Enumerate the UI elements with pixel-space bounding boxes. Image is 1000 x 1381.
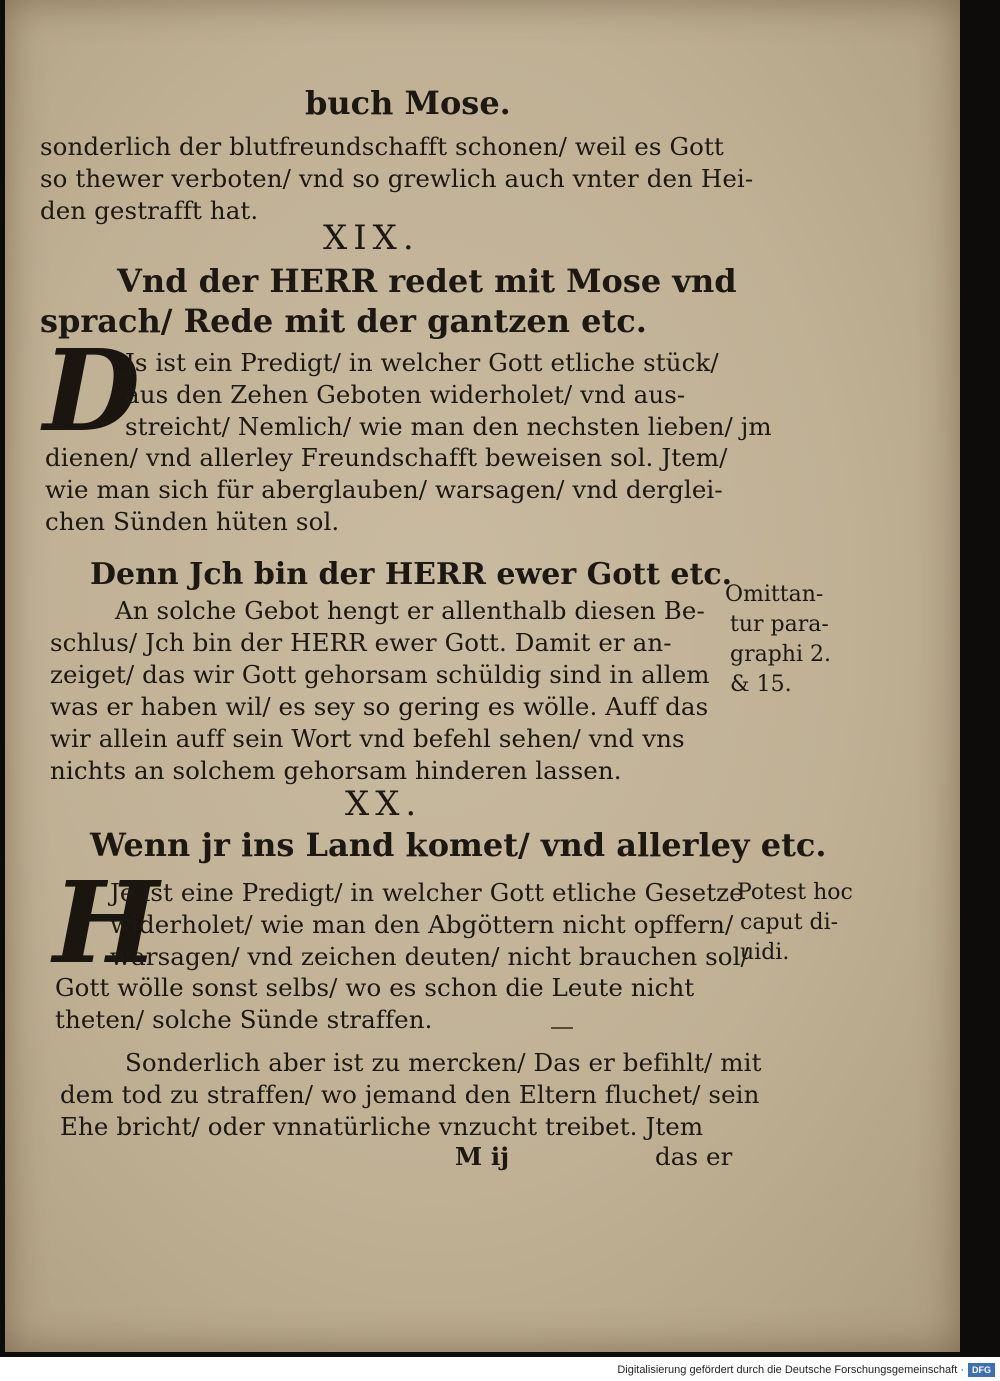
intro-line: sonderlich der blutfreundschafft schonen/ weil es Gott xyxy=(40,132,724,161)
paragraph-line: dienen/ vnd allerley Freundschafft beweisen sol. Jtem/ xyxy=(45,443,728,472)
chapter-number-20: XX. xyxy=(345,784,423,824)
drop-cap-d: D xyxy=(43,326,141,457)
intro-line: so thewer verboten/ vnd so grewlich auch vnter den Hei- xyxy=(40,164,754,193)
paragraph-line: zeiget/ das wir Gott gehorsam schüldig sind in allem xyxy=(50,660,710,689)
paragraph-line: Ehe bricht/ oder vnnatürliche vnzucht treibet. Jtem xyxy=(60,1112,704,1141)
catchword: das er xyxy=(655,1142,733,1171)
footer-credit xyxy=(600,1360,995,1380)
paragraph-line: Gott wölle sonst selbs/ wo es schon die Leute nicht xyxy=(55,973,695,1002)
paragraph-line: Js ist ein Predigt/ in welcher Gott etliche stück/ xyxy=(125,348,719,377)
sub-heading: Denn Jch bin der HERR ewer Gott etc. xyxy=(90,557,733,592)
book-page xyxy=(5,0,960,1352)
drop-cap-h: H xyxy=(53,858,159,989)
paragraph-line: Sonderlich aber ist zu mercken/ Das er befihlt/ mit xyxy=(125,1048,762,1077)
footer-text: Digitalisierung gefördert durch die Deutsche Forschungsgemeinschaft · xyxy=(617,1364,964,1376)
paragraph-line: wir allein auff sein Wort vnd befehl sehen/ vnd vns xyxy=(50,724,685,753)
chapter-20-heading: Wenn jr ins Land komet/ vnd allerley etc. xyxy=(90,826,827,864)
chapter-19-heading: sprach/ Rede mit der gantzen etc. xyxy=(40,302,647,340)
paragraph-line: widerholet/ wie man den Abgöttern nicht opffern/ xyxy=(110,910,734,939)
paragraph-line: chen Sünden hüten sol. xyxy=(45,507,340,536)
signature-mark: M ij xyxy=(455,1142,510,1171)
paragraph-line: dem tod zu straffen/ wo jemand den Eltern fluchet/ sein xyxy=(60,1080,760,1109)
paragraph-line: was er haben wil/ es sey so gering es wölle. Auff das xyxy=(50,692,709,721)
paragraph-line: An solche Gebot hengt er allenthalb diesen Be- xyxy=(115,596,705,625)
paragraph-line: wie man sich für aberglauben/ warsagen/ vnd derglei- xyxy=(45,475,723,504)
paragraph-line: warsagen/ vnd zeichen deuten/ nicht brauchen sol/ xyxy=(110,942,749,971)
margin-note-line: graphi 2. xyxy=(730,642,831,667)
paragraph-line: schlus/ Jch bin der HERR ewer Gott. Damit er an- xyxy=(50,628,672,657)
paragraph-line: aus den Zehen Geboten widerholet/ vnd aus- xyxy=(125,380,686,409)
intro-line: den gestrafft hat. xyxy=(40,196,259,225)
paragraph-line: theten/ solche Sünde straffen. xyxy=(55,1005,433,1034)
margin-note-line: & 15. xyxy=(730,672,792,697)
margin-note-line: Omittan- xyxy=(725,582,824,607)
paragraph-line: nichts an solchem gehorsam hinderen lassen. xyxy=(50,756,622,785)
paragraph-line: streicht/ Nemlich/ wie man den nechsten lieben/ jm xyxy=(125,412,772,441)
chapter-number-19: XIX. xyxy=(323,218,420,258)
dfg-logo: DFG xyxy=(968,1363,995,1377)
paragraph-line: Je ist eine Predigt/ in welcher Gott etliche Gesetze xyxy=(110,878,744,907)
margin-note-line: uidi. xyxy=(740,940,790,965)
margin-note-line: tur para- xyxy=(730,612,829,637)
margin-note-line: Potest hoc xyxy=(737,880,853,905)
margin-note-line: caput di- xyxy=(740,910,839,935)
chapter-19-heading: Vnd der HERR redet mit Mose vnd xyxy=(117,262,737,300)
running-head: buch Mose. xyxy=(305,84,511,122)
divider-dash xyxy=(551,1027,573,1029)
